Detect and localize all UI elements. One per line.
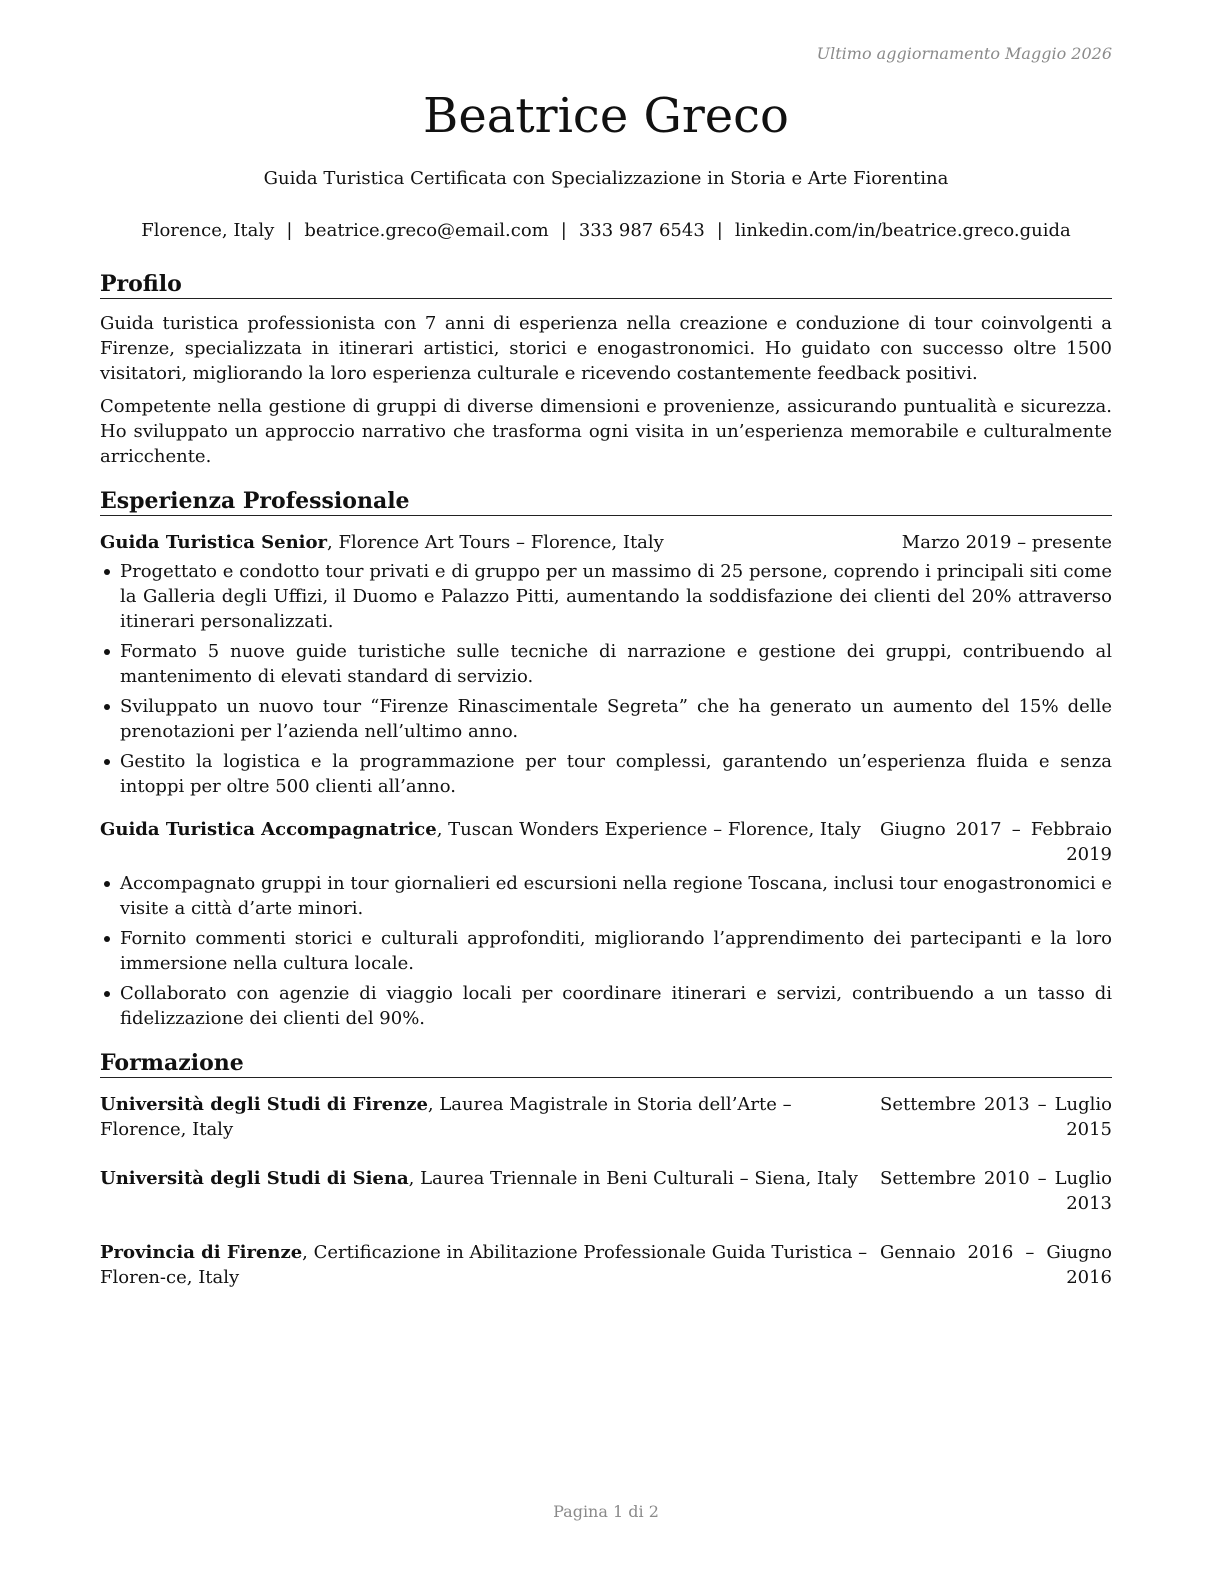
education-school: Provincia di Firenze xyxy=(100,1242,303,1263)
education-entry xyxy=(100,1240,1112,1290)
bullet-item: Progettato e condotto tour privati e di gruppo per un massimo di 25 persone, coprendo i principali siti come la Galleria degli Uffizi, il Duomo e Palazzo Pitti, aumentando la soddisfazione dei clienti del 20% attraverso itinerari personalizzati. xyxy=(100,559,1112,634)
bullet-item: Sviluppato un nuovo tour “Firenze Rinascimentale Segreta” che ha generato un aumento del 15% delle prenotazioni per l’azienda nell’ultimo anno. xyxy=(100,694,1112,744)
profile-paragraph: Competente nella gestione di gruppi di diverse dimensioni e provenienze, assicurando puntualità e sicurezza. Ho sviluppato un approccio narrativo che trasforma ogni visita in un’esperienza memorabile e culturalmente arricchente. xyxy=(100,396,1112,467)
job-org: , Tuscan Wonders Experience – Florence, Italy xyxy=(436,819,861,840)
contact-separator: | xyxy=(560,220,567,241)
section-title-experience: Esperienza Professionale xyxy=(100,487,1112,516)
education-entry xyxy=(100,1166,1112,1216)
bullet-item: Formato 5 nuove guide turistiche sulle tecniche di narrazione e gestione dei gruppi, contribuendo al mantenimento di elevati standard di servizio. xyxy=(100,639,1112,689)
education-entry xyxy=(100,1092,1112,1142)
bullet-item: Accompagnato gruppi in tour giornalieri ed escursioni nella regione Toscana, inclusi tour enogastronomici e visite a città d’arte minori. xyxy=(100,871,1112,921)
education-school: Università degli Studi di Firenze xyxy=(100,1094,428,1115)
contact-separator: | xyxy=(286,220,293,241)
contact-separator: | xyxy=(716,220,723,241)
tagline: Guida Turistica Certificata con Specializzazione in Storia e Arte Fiorentina xyxy=(263,168,949,189)
job-role: Guida Turistica Accompagnatrice xyxy=(100,819,437,840)
contact-email-link[interactable]: beatrice.greco@email.com xyxy=(304,220,549,241)
education-dates: Settembre 2010 – Luglio 2013 xyxy=(880,1168,1112,1214)
job-entry xyxy=(100,817,1112,1031)
job-header xyxy=(100,817,1112,867)
profile-paragraph: Guida turistica professionista con 7 anni di esperienza nella creazione e conduzione di tour coinvolgenti a Firenze, specializzata in itinerari artistici, storici e enogastronomici. Ho guidato con successo oltre 1500 visitatori, migliorando la loro esperienza culturale e ricevendo costantemente feedback positivi. xyxy=(100,313,1112,384)
contact-line xyxy=(100,220,1112,241)
education-dates: Settembre 2013 – Luglio 2015 xyxy=(880,1094,1112,1140)
contact-location: Florence, Italy xyxy=(141,220,275,241)
resume-page xyxy=(100,0,1112,1584)
last-updated: Ultimo aggiornamento Maggio 2026 xyxy=(816,44,1112,63)
experience-section xyxy=(100,487,1112,1031)
job-entry xyxy=(100,530,1112,799)
education-dates: Gennaio 2016 – Giugno 2016 xyxy=(880,1242,1112,1288)
education-section xyxy=(100,1049,1112,1290)
page-number: Pagina 1 di 2 xyxy=(553,1502,659,1521)
education-detail: , Laurea Magistrale in Storia dell’Arte – Florence, Italy xyxy=(100,1094,792,1140)
job-bullets xyxy=(100,559,1112,799)
section-title-education: Formazione xyxy=(100,1049,1112,1078)
job-bullets xyxy=(100,871,1112,1031)
education-detail: , Certificazione in Abilitazione Professionale Guida Turistica – Floren-ce, Italy xyxy=(100,1242,868,1288)
section-title-profile: Profilo xyxy=(100,270,1112,299)
job-dates: Marzo 2019 – presente xyxy=(901,532,1112,553)
resume-content xyxy=(100,270,1112,1290)
candidate-name: Beatrice Greco xyxy=(423,88,789,144)
contact-phone: 333 987 6543 xyxy=(578,220,705,241)
job-org: , Florence Art Tours – Florence, Italy xyxy=(327,532,664,553)
bullet-item: Gestito la logistica e la programmazione per tour complessi, garantendo un’esperienza fluida e senza intoppi per oltre 500 clienti all’anno. xyxy=(100,749,1112,799)
bullet-item: Fornito commenti storici e culturali approfonditi, migliorando l’apprendimento dei partecipanti e la loro immersione nella cultura locale. xyxy=(100,926,1112,976)
education-school: Università degli Studi di Siena xyxy=(100,1168,409,1189)
education-detail: , Laurea Triennale in Beni Culturali – Siena, Italy xyxy=(408,1168,858,1189)
profile-section xyxy=(100,270,1112,469)
contact-linkedin-link[interactable]: linkedin.com/in/beatrice.greco.guida xyxy=(734,220,1071,241)
job-header xyxy=(100,530,1112,555)
job-dates: Giugno 2017 – Febbraio 2019 xyxy=(880,819,1112,865)
job-role: Guida Turistica Senior xyxy=(100,532,328,553)
bullet-item: Collaborato con agenzie di viaggio locali per coordinare itinerari e servizi, contribuendo a un tasso di fidelizzazione dei clienti del 90%. xyxy=(100,981,1112,1031)
